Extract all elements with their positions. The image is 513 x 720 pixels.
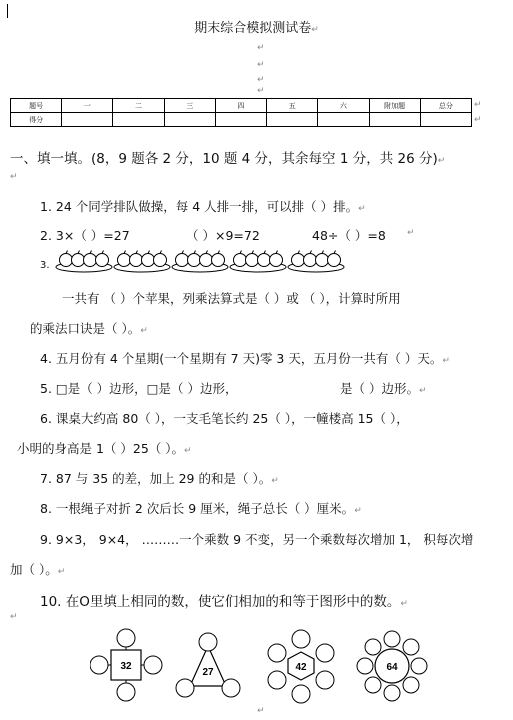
apple-icon bbox=[200, 254, 213, 267]
figure-value: 42 bbox=[295, 662, 307, 673]
apple-icon bbox=[258, 254, 271, 267]
apple-icon bbox=[234, 254, 247, 267]
paragraph-mark: ↵ bbox=[474, 115, 482, 125]
paragraph-mark: ↵ bbox=[474, 100, 482, 110]
blank-circle[interactable] bbox=[199, 633, 217, 651]
question-3-line-1: 一共有 （ ）个苹果，列乘法算式是（ ）或 （ ），计算时所用 bbox=[62, 291, 401, 306]
paragraph-mark: ↵ bbox=[257, 43, 265, 53]
apple-icon bbox=[316, 254, 329, 267]
question-3-number: 3. bbox=[40, 260, 50, 271]
blank-circle[interactable] bbox=[222, 679, 240, 697]
question-6-line-1: 6. 课桌大约高 80（ ），一支毛笔长约 25（ ），一幢楼高 15（ ）， bbox=[40, 411, 409, 426]
apple-plate bbox=[172, 251, 228, 273]
section-heading: 一、填一填。(8，9 题各 2 分，10 题 4 分，其余每空 1 分，共 26 分)↵ bbox=[10, 151, 446, 167]
apple-icon bbox=[142, 254, 155, 267]
blank-circle[interactable] bbox=[357, 658, 373, 674]
figure-value: 32 bbox=[120, 661, 132, 672]
apple-icon bbox=[188, 254, 201, 267]
apple-icon bbox=[292, 254, 305, 267]
score-table-score-row bbox=[11, 113, 472, 127]
question-9-line-2: 加（ ）。↵ bbox=[10, 562, 66, 577]
paragraph-mark: ↵ bbox=[407, 228, 415, 238]
question-7: 7. 87 与 35 的差，加上 29 的和是（ ）。↵ bbox=[40, 471, 279, 486]
triangle-figure bbox=[176, 633, 240, 697]
score-table-header-cell: 总分 bbox=[420, 99, 471, 113]
apple-icon bbox=[246, 254, 259, 267]
page-title: 期末综合模拟测试卷↵ bbox=[194, 21, 319, 36]
blank-circle[interactable] bbox=[268, 671, 286, 689]
question-2-part-a: 2. 3×（ ）=27 bbox=[40, 228, 130, 243]
score-cell[interactable] bbox=[62, 113, 113, 127]
paragraph-mark: ↵ bbox=[257, 86, 265, 96]
apple-icon bbox=[118, 254, 131, 267]
apple-icon bbox=[154, 254, 167, 267]
score-cell[interactable] bbox=[164, 113, 215, 127]
score-table-header-cell: 二 bbox=[113, 99, 164, 113]
score-table-header-cell: 五 bbox=[267, 99, 318, 113]
blank-circle[interactable] bbox=[403, 639, 419, 655]
blank-circle[interactable] bbox=[411, 658, 427, 674]
apple-icon bbox=[130, 254, 143, 267]
blank-circle[interactable] bbox=[176, 679, 194, 697]
paragraph-mark: ↵ bbox=[10, 172, 18, 182]
question-10: 10. 在O里填上相同的数，使它们相加的和等于图形中的数。↵ bbox=[40, 594, 408, 610]
score-cell[interactable] bbox=[215, 113, 266, 127]
paragraph-mark: ↵ bbox=[257, 706, 265, 716]
score-table bbox=[10, 98, 472, 127]
paragraph-mark: ↵ bbox=[257, 75, 265, 85]
question-8: 8. 一根绳子对折 2 次后长 9 厘米，绳子总长（ ）厘米。↵ bbox=[40, 501, 362, 516]
apple-icon bbox=[270, 254, 283, 267]
blank-circle[interactable] bbox=[117, 629, 135, 647]
figure-value: 27 bbox=[202, 667, 214, 678]
paragraph-mark: ↵ bbox=[257, 60, 265, 70]
question-3-line-2: 的乘法口诀是（ ）。↵ bbox=[30, 321, 148, 336]
apple-icon bbox=[176, 254, 189, 267]
apple-plate bbox=[114, 251, 170, 273]
apple-plate bbox=[230, 251, 286, 273]
score-table-header-cell: 三 bbox=[164, 99, 215, 113]
question-6-line-2: 小明的身高是 1（ ）25（ ）。↵ bbox=[17, 441, 192, 456]
score-table-header-cell: 题号 bbox=[11, 99, 62, 113]
score-table-header-cell: 附加题 bbox=[369, 99, 420, 113]
score-cell[interactable] bbox=[318, 113, 369, 127]
score-table-header-row bbox=[11, 99, 472, 113]
score-table-header-cell: 四 bbox=[215, 99, 266, 113]
blank-circle[interactable] bbox=[384, 685, 400, 701]
question-5-part-a: 5. □是（ ）边形，□是（ ）边形， bbox=[40, 381, 238, 396]
question-2-part-c: 48÷（ ）=8 bbox=[312, 228, 386, 243]
blank-circle[interactable] bbox=[365, 677, 381, 693]
apple-icon bbox=[72, 254, 85, 267]
blank-circle[interactable] bbox=[384, 631, 400, 647]
score-cell[interactable] bbox=[267, 113, 318, 127]
question-9-line-1: 9. 9×3， 9×4， ………一个乘数 9 不变，另一个乘数每次增加 1， 积每次增 bbox=[40, 532, 474, 547]
blank-circle[interactable] bbox=[316, 671, 334, 689]
paragraph-mark: ↵ bbox=[10, 612, 18, 622]
score-table-header-cell: 六 bbox=[318, 99, 369, 113]
blank-circle[interactable] bbox=[268, 644, 286, 662]
apple-icon bbox=[212, 254, 225, 267]
score-cell[interactable] bbox=[420, 113, 471, 127]
apple-icon bbox=[84, 254, 97, 267]
blank-circle[interactable] bbox=[292, 685, 310, 703]
blank-circle[interactable] bbox=[403, 677, 419, 693]
score-cell[interactable] bbox=[113, 113, 164, 127]
square-figure bbox=[90, 629, 162, 701]
apple-icon bbox=[304, 254, 317, 267]
question-1: 1. 24 个同学排队做操，每 4 人排一排，可以排（ ）排。↵ bbox=[40, 199, 366, 214]
blank-circle[interactable] bbox=[117, 683, 135, 701]
hexagon-figure bbox=[268, 630, 334, 703]
question-2-part-b: （ ）×9=72 bbox=[186, 228, 260, 243]
question-5-part-b: 是（ ）边形。↵ bbox=[340, 381, 427, 396]
blank-circle[interactable] bbox=[144, 656, 162, 674]
blank-circle[interactable] bbox=[365, 639, 381, 655]
apple-plates-illustration bbox=[55, 248, 345, 274]
blank-circle[interactable] bbox=[90, 656, 108, 674]
apple-plate bbox=[288, 251, 344, 273]
score-table-header-cell: 一 bbox=[62, 99, 113, 113]
apple-plate bbox=[56, 251, 112, 273]
score-cell[interactable] bbox=[369, 113, 420, 127]
blank-circle[interactable] bbox=[316, 644, 334, 662]
score-table-row-label: 得分 bbox=[11, 113, 62, 127]
question-4: 4. 五月份有 4 个星期(一个星期有 7 天)零 3 天，五月份一共有（ ）天。↵ bbox=[40, 351, 450, 366]
text-cursor bbox=[7, 4, 8, 18]
apple-icon bbox=[60, 254, 73, 267]
circle-figure bbox=[357, 631, 427, 701]
apple-icon bbox=[96, 254, 109, 267]
figure-value: 64 bbox=[386, 662, 398, 673]
apple-icon bbox=[328, 254, 341, 267]
number-figures bbox=[90, 628, 470, 706]
blank-circle[interactable] bbox=[292, 630, 310, 648]
